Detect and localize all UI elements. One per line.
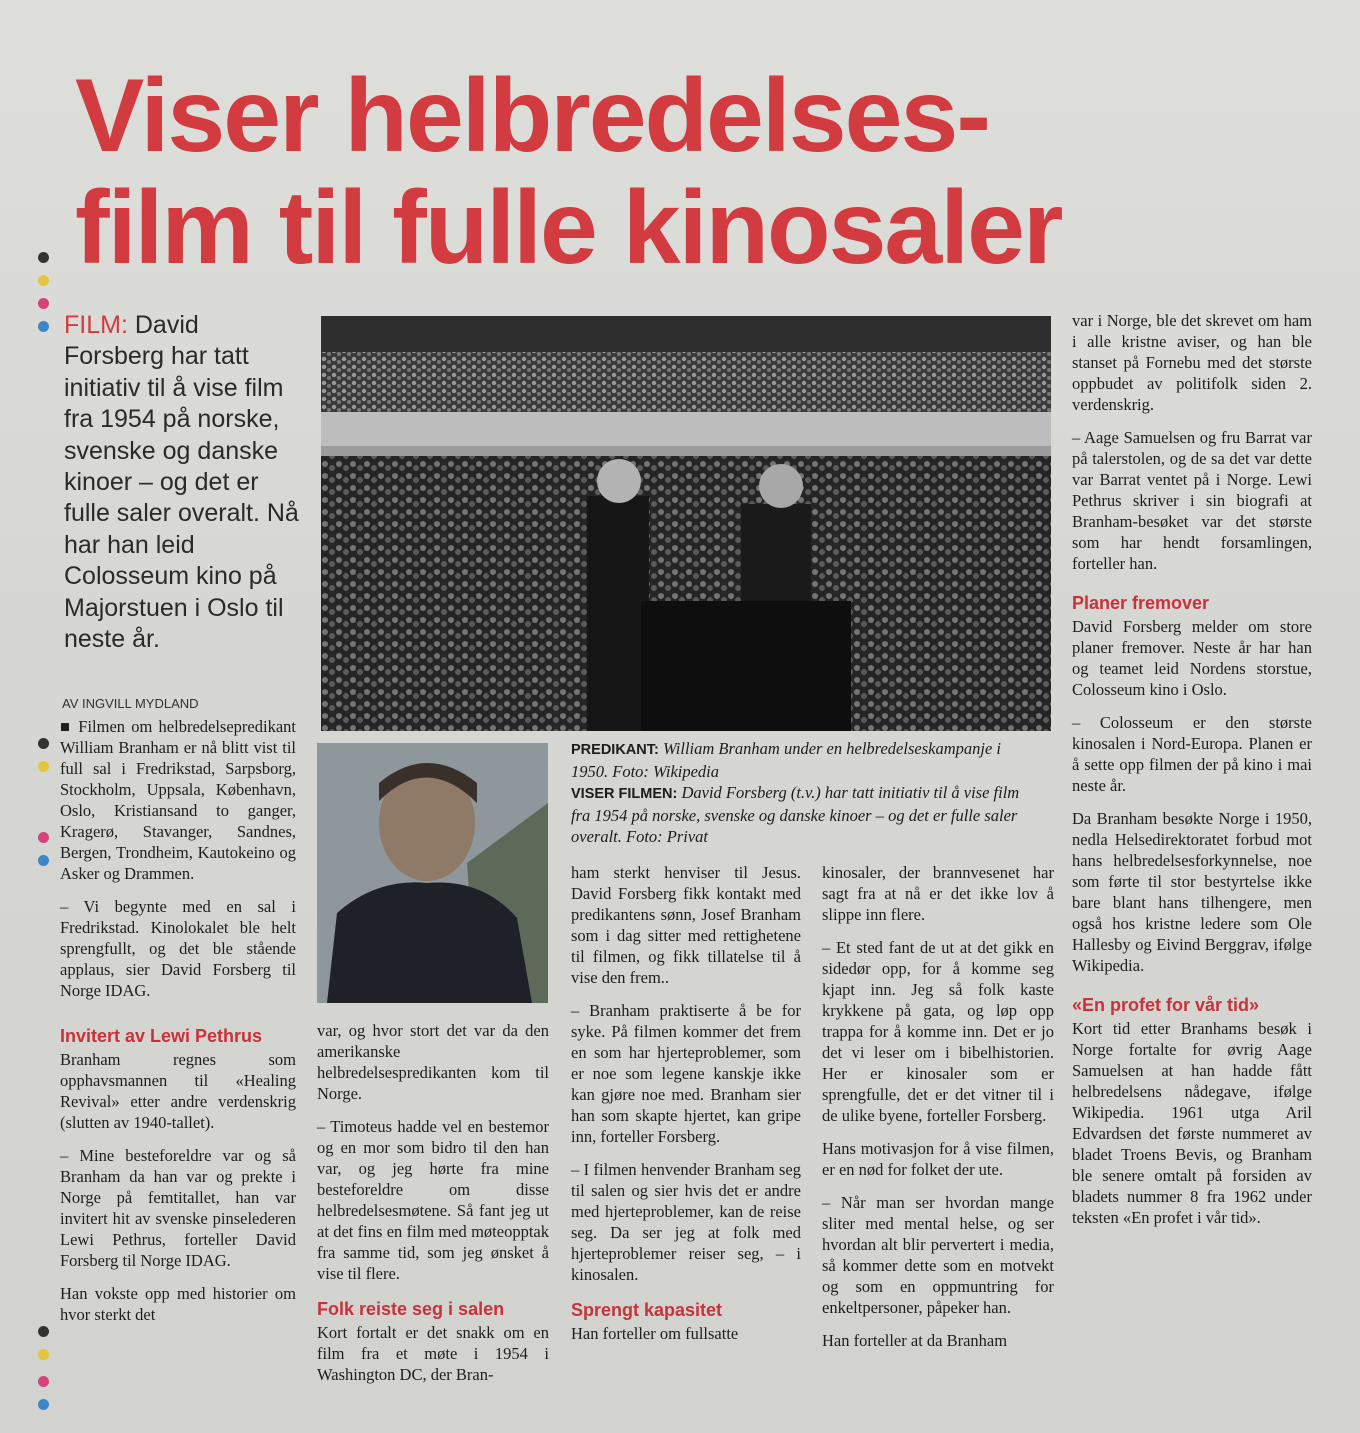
- subhead-planer: Planer fremover: [1072, 593, 1210, 613]
- yellow-dot: [38, 761, 49, 772]
- subhead-folk-reiste: Folk reiste seg i salen: [317, 1299, 505, 1319]
- caption-text-2: David Forsberg (t.v.) har tatt initiativ til å vise film fra 1954 på norske, svenske og danske kinoer – og det er fulle saler overalt. Foto: Privat: [571, 783, 1020, 846]
- col1-paragraph: – Mine besteforeldre var og så Branham da han var og prekte i Norge på femtitallet, han var invitert hit av svenske pinselederen Lewi Pethrus, forteller David Forsberg til Norge IDAG.: [60, 1146, 296, 1270]
- intro-kicker: FILM:: [64, 311, 128, 339]
- caption-label-1: PREDIKANT:: [571, 742, 659, 758]
- col4-paragraph: Hans motivasjon for å vise filmen, er en nød for folket der ute.: [822, 1139, 1054, 1179]
- col3-paragraph: – I filmen henvender Branham seg til salen og sier hvis det er andre med hjerteproblemer, kan de reise seg. Da ser jeg at folk med hjerteproblemer reiser seg, – i kinosalen.: [571, 1160, 801, 1284]
- column-2: [317, 1020, 549, 1397]
- cyan-dot: [38, 855, 49, 866]
- subhead-sprengt: Sprengt kapasitet: [571, 1300, 723, 1320]
- col1-paragraph: Han vokste opp med historier om hvor sterkt det: [60, 1284, 296, 1324]
- col3-paragraph: ham sterkt henviser til Jesus. David Forsberg fikk kontakt med predikantens sønn, Josef Branham som i dag sitter med rettighetene til filmen, og fikk tillatelse til å vise den frem..: [571, 863, 801, 987]
- col4-paragraph: – Et sted fant de ut at det gikk en sidedør opp, for å komme seg kjapt inn. Jeg så folk kaste krykkene på gata, og løp opp trappa for å komme inn. Det er jo det vi leser om i bibelhistorien. Her er kinosaler som er sprengfulle, det er det vitner til i de ulike byene, forteller Forsberg.: [822, 938, 1054, 1125]
- column-5: [1072, 310, 1312, 1240]
- col2-paragraph: var, og hvor stort det var da den amerikanske helbredelsespredikanten kom til Norge.: [317, 1021, 549, 1103]
- col1-paragraph: ■ Filmen om helbredelsepredikant William Branham er nå blitt vist til full sal i Fredrikstad, Sarpsborg, Stockholm, Uppsala, København, Oslo, Kristiansand to ganger, Kragerø, Stavanger, Sandnes, Bergen, Trondheim, Kautokeino og Asker og Drammen.: [60, 717, 296, 883]
- col2-paragraph: – Timoteus hadde vel en bestemor og en mor som bidro til den han var, og jeg hørte fra mine besteforeldre om disse helbredelsesmøtene. Så fant jeg ut at det fins en film med møteopptak fra samme tid, som jeg ønsket å vise til flere.: [317, 1117, 549, 1283]
- column-4: [822, 862, 1054, 1363]
- cyan-dot: [38, 1399, 49, 1410]
- headline-line-2: film til fulle kinosaler: [75, 170, 1062, 286]
- col1-paragraph: – Vi begynte med en sal i Fredrikstad. Kinolokalet ble helt sprengfullt, og det ble stående applaus, sier David Forsberg til Norge IDAG.: [60, 897, 296, 1000]
- column-1: [60, 716, 296, 1337]
- yellow-dot: [38, 275, 49, 286]
- photo-caption: [571, 738, 1041, 847]
- col3-paragraph: Han forteller om fullsatte: [571, 1324, 739, 1343]
- col5-paragraph: – Aage Samuelsen og fru Barrat var på talerstolen, og de sa det var dette var Barrat ventet på i Norge. Lewi Pethrus skriver i sin biografi at Branham-besøket var det største som har hendt forsamlingen, forteller han.: [1072, 428, 1312, 573]
- subhead-invitert: Invitert av Lewi Pethrus: [60, 1026, 263, 1046]
- col4-paragraph: Han forteller at da Branham: [822, 1331, 1008, 1350]
- magenta-dot: [38, 1376, 49, 1387]
- headline-line-1: Viser helbredelses-: [75, 58, 989, 174]
- col5-paragraph: Da Branham besøkte Norge i 1950, nedla Helsedirektoratet forbud mot hans helbredelsesforkynnelse, noe som førte til stor bestyrtelse ikke bare blant hans tilhengere, men også hos kristne ledere som Ole Hallesby og Eivind Berggrav, ifølge Wikipedia.: [1072, 809, 1312, 975]
- col5-paragraph: Kort tid etter Branhams besøk i Norge fortalte for øvrig Aage Samuelsen at han hadde fått helbredelsens nådegave, ifølge Wikipedia. 1961 utga Aril Edvardsen det første nummeret av bladet Troens Bevis, og Branham ble senere omtalt på forsiden av bladets nummer 8 fra 1962 under teksten «En profet i vår tid».: [1072, 1019, 1312, 1227]
- caption-text-1: William Branham under en helbredelseskampanje i 1950. Foto: Wikipedia: [571, 739, 1001, 781]
- registration-marks-middle: [38, 738, 54, 878]
- col3-paragraph: – Branham praktiserte å be for syke. På filmen kommer det frem en som har hjerteproblemer, som er noe som legene kanskje ikke kan gjøre noe med. Branham sier han som skapte hjertet, kan gripe inn, forteller Forsberg.: [571, 1001, 801, 1146]
- cyan-dot: [38, 321, 49, 332]
- magenta-dot: [38, 298, 49, 309]
- intro-text: David Forsberg har tatt initiativ til å vise film fra 1954 på norske, svenske og danske kinoer – og det er fulle saler overalt. Nå har han leid Colosseum kino på Majorstuen i Oslo til neste år.: [64, 311, 299, 654]
- col4-paragraph: – Når man ser hvordan mange sliter med mental helse, og ser hvordan alt blir pervertert i media, så kommer dette som en motvekt og som en oppmuntring for enkeltpersoner, påpeker han.: [822, 1193, 1054, 1317]
- registration-marks-top: [38, 252, 54, 344]
- byline: AV INGVILL MYDLAND: [62, 696, 199, 711]
- portrait-illustration: [317, 743, 548, 1003]
- caption-label-2: VISER FILMEN:: [571, 786, 678, 802]
- col1-paragraph: Branham regnes som opphavsmannen til «Healing Revival» etter andre verdenskrig (slutten av 1940-tallet).: [60, 1050, 296, 1132]
- yellow-dot: [38, 1349, 49, 1360]
- auditorium-illustration: [321, 316, 1051, 731]
- col5-paragraph: var i Norge, ble det skrevet om ham i alle kristne aviser, og han ble stanset på Fornebu med det største oppbudet av politifolk siden 2. verdenskrig.: [1072, 311, 1312, 414]
- magenta-dot: [38, 832, 49, 843]
- subhead-profet: «En profet for vår tid»: [1072, 995, 1260, 1015]
- col5-paragraph: David Forsberg melder om store planer fremover. Neste år har han og teamet leid Nordens storstue, Colosseum kino i Oslo.: [1072, 617, 1312, 699]
- black-dot: [38, 252, 49, 263]
- col4-paragraph: kinosaler, der brannvesenet har sagt fra at nå er det ikke lov å slippe inn flere.: [822, 863, 1054, 924]
- col5-paragraph: – Colosseum er den største kinosalen i Nord-Europa. Planen er å sette opp filmen der på kino i mai neste år.: [1072, 713, 1312, 795]
- black-dot: [38, 1326, 49, 1337]
- column-3: [571, 862, 801, 1356]
- auditorium-photo: [321, 316, 1051, 731]
- black-dot: [38, 738, 49, 749]
- registration-marks-bottom: [38, 1326, 54, 1422]
- col2-paragraph: Kort fortalt er det snakk om en film fra et møte i 1954 i Washington DC, der Bran-: [317, 1323, 549, 1384]
- intro-lede: [64, 310, 304, 655]
- portrait-photo: [317, 743, 548, 1003]
- headline: [75, 60, 1315, 284]
